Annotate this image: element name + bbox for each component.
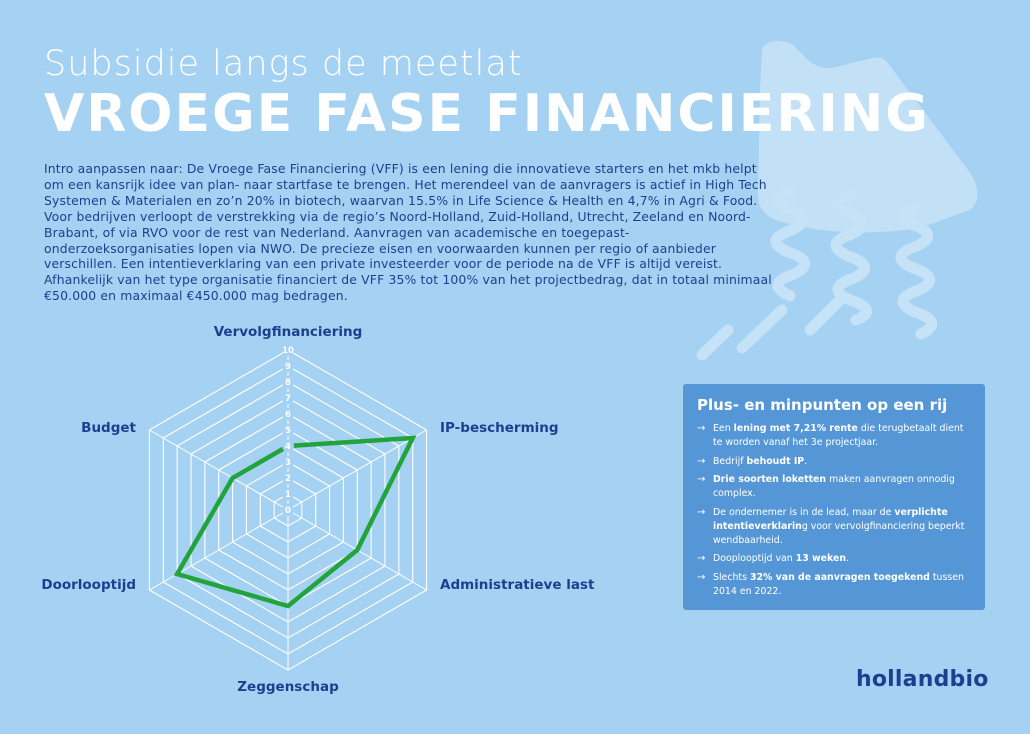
- tick-label-2: 2: [285, 474, 291, 484]
- arrow-right-icon: →: [697, 423, 706, 434]
- list-item: → Een lening met 7,21% rente die terugbetaalt dient te worden vanaf het 3e projectjaar.: [697, 423, 964, 448]
- list-item: → Slechts 32% van de aanvragen toegekend tussen 2014 en 2022.: [697, 571, 964, 597]
- hollandbio-logo: hollandbio: [856, 667, 989, 692]
- tick-label-8: 8: [285, 378, 291, 388]
- list-item: → Dooplooptijd van 13 weken.: [697, 553, 850, 564]
- radar-ticks: [282, 344, 294, 516]
- pros-cons-panel: [683, 384, 985, 610]
- intro-text: Intro aanpassen naar: De Vroege Fase Financiering (VFF) is een lening die innovatieve starters en het mkb helpt om een kansrijk idee van plan- naar startfase te brengen. Het merendeel van de aanvragers is actief in High Tech Systemen & Materialen en zo’n 20% in biotech, waarvan 15.5% in Life Science & Health en 4,7% in Agri & Food. Voor bedrijven verloopt de verstrekking via de regio’s Noord-Holland, Zuid-Holland, Utrecht, Zeeland en Noord-Brabant, of via RVO voor de rest van Nederland. Aanvragen van academische en toegepast-onderzoeksorganisaties lopen via NWO. De precieze eisen en voorwaarden kunnen per regio of aanbieder verschillen. Een intentieverklaring van een private investeerder voor de periode na de VFF is altijd vereist. Afhankelijk van het type organisatie financiert de VFF 35% tot 100% van het projectbedrag, dat in totaal minimaal €50.000 en maximaal €450.000 mag bedragen.: [44, 161, 772, 304]
- list-item: → Drie soorten loketten maken aanvragen onnodig complex.: [697, 474, 955, 499]
- arrow-right-icon: →: [697, 553, 706, 564]
- tick-label-1: 1: [285, 490, 291, 500]
- axis-label-budget: Budget: [81, 420, 136, 436]
- tick-label-3: 3: [285, 458, 291, 468]
- arrow-right-icon: →: [697, 455, 706, 467]
- panel-title: Plus- en minpunten op een rij: [697, 396, 948, 414]
- axis-label-doorlooptijd: Doorlooptijd: [41, 577, 136, 593]
- page-title: VROEGE FASE FINANCIERING: [44, 84, 930, 144]
- arrow-right-icon: →: [697, 506, 706, 518]
- axis-label-ip-bescherming: IP-bescherming: [440, 420, 559, 436]
- tick-label-6: 6: [285, 410, 291, 420]
- list-item: → Bedrijf behoudt IP.: [697, 455, 808, 467]
- tick-label-5: 5: [285, 426, 291, 436]
- axis-label-vervolgfinanciering: Vervolgfinanciering: [213, 324, 363, 340]
- axis-label-zeggenschap: Zeggenschap: [237, 679, 339, 695]
- subtitle: Subsidie langs de meetlat: [44, 44, 523, 84]
- axis-label-administratieve-last: Administratieve last: [440, 577, 595, 593]
- arrow-right-icon: →: [697, 474, 706, 485]
- arrow-right-icon: →: [697, 571, 706, 583]
- tick-label-10: 10: [282, 346, 294, 356]
- pros-cons-list: [697, 422, 971, 599]
- list-item: → De ondernemer is in de lead, maar de verplichte intentieverklaring voor vervolgfinanciering beperkt wendbaarheid.: [697, 506, 965, 546]
- tick-label-4: 4: [285, 442, 291, 452]
- tick-label-9: 9: [285, 362, 291, 372]
- tick-label-0: 0: [285, 506, 291, 516]
- tick-label-7: 7: [285, 394, 291, 404]
